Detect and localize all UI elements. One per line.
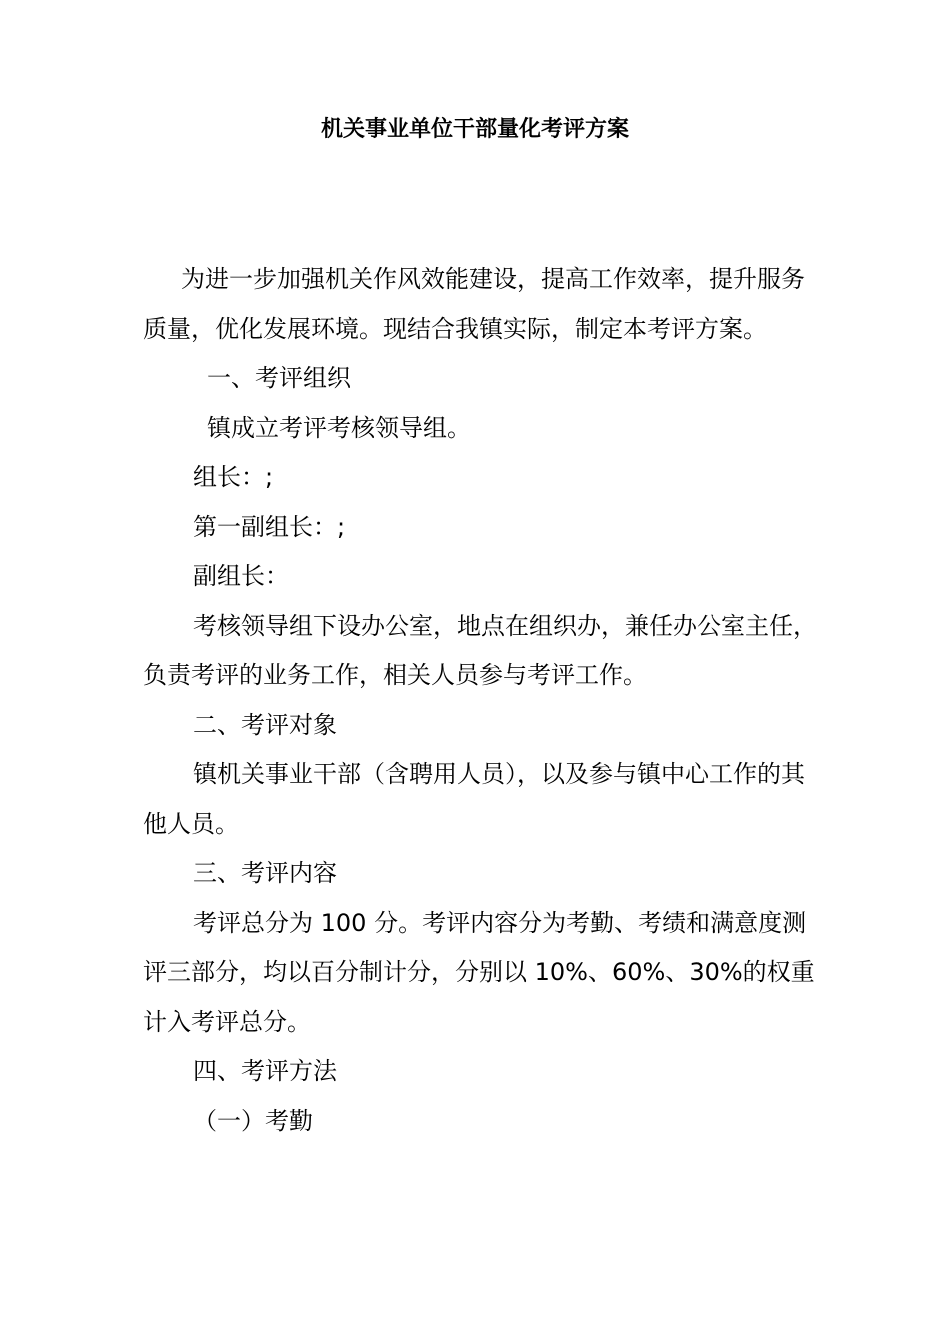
paragraph-office: 考核领导组下设办公室，地点在组织办，兼任办公室主任，负责考评的业务工作，相关人员参与考评工作。	[143, 611, 817, 689]
section-heading-methods: 四、考评方法	[193, 1057, 337, 1085]
section-heading-targets: 二、考评对象	[193, 710, 337, 739]
document-body	[143, 255, 823, 1146]
document-title: 机关事业单位干部量化考评方案	[320, 117, 629, 142]
section-heading-content: 三、考评内容	[193, 859, 337, 887]
section-heading-organization: 一、考评组织	[207, 364, 351, 392]
paragraph-deputy-leader: 副组长：	[193, 562, 289, 590]
paragraph-content: 考评总分为 100 分。考评内容分为考勤、考绩和满意度测评三部分，均以百分制计分，分别以 10%、60%、30%的权重计入考评总分。	[143, 908, 815, 1036]
intro-paragraph: 为进一步加强机关作风效能建设，提高工作效率，提升服务质量，优化发展环境。现结合我镇实际，制定本考评方案。	[143, 265, 805, 343]
paragraph-leadership-group: 镇成立考评考核领导组。	[207, 413, 471, 442]
paragraph-targets: 镇机关事业干部（含聘用人员），以及参与镇中心工作的其他人员。	[143, 760, 805, 838]
paragraph-first-deputy-leader: 第一副组长：;	[193, 512, 346, 541]
subsection-heading-attendance: （一）考勤	[193, 1106, 313, 1135]
paragraph-group-leader: 组长：;	[193, 463, 274, 491]
